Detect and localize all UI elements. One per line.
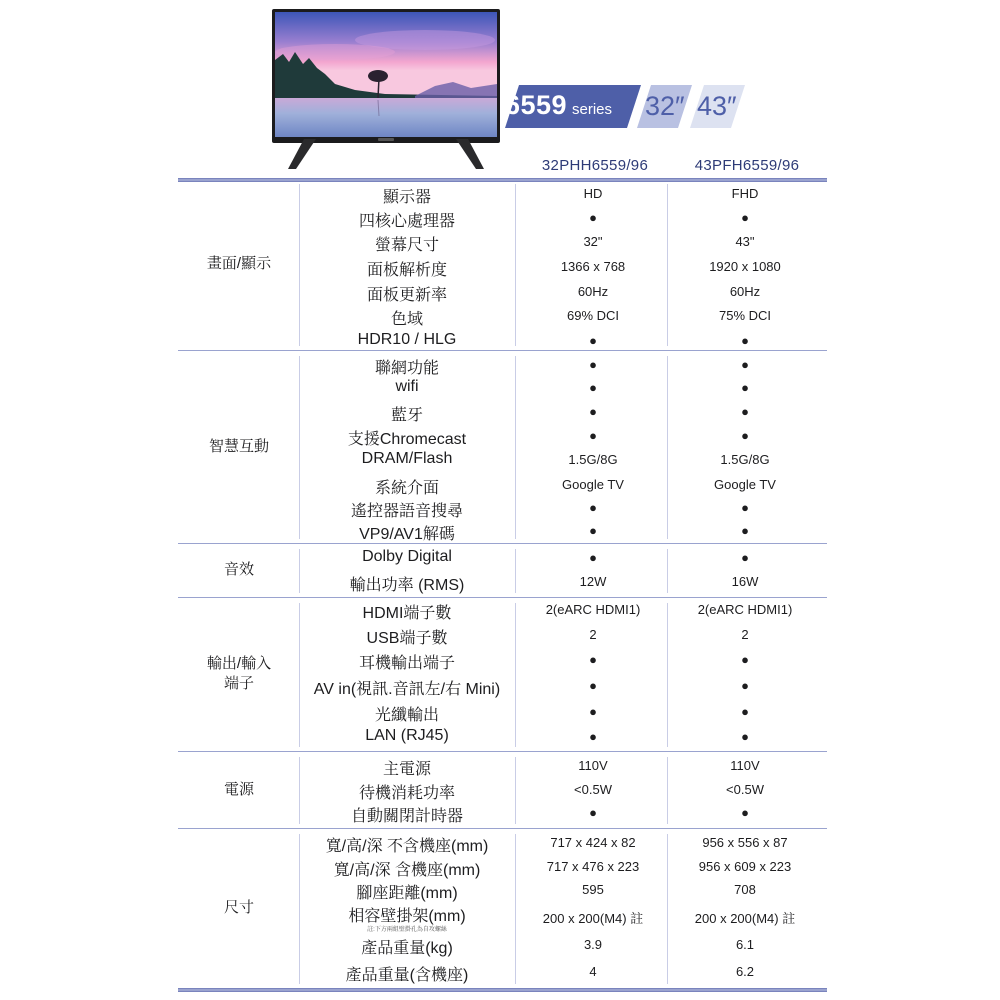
spec-value-32: ● — [589, 428, 597, 443]
spec-value-32: 200 x 200(M4) 註 — [542, 911, 644, 926]
spec-row-label: 面板解析度 — [366, 262, 447, 279]
spec-value-43: 1920 x 1080 — [709, 259, 781, 274]
spec-value-43: ● — [741, 652, 749, 667]
spec-value-43: 956 x 556 x 87 — [702, 835, 788, 850]
spec-value-43: ● — [741, 404, 749, 419]
spec-value-32: 3.9 — [583, 937, 603, 952]
spec-value-32: 60Hz — [577, 284, 609, 299]
spec-value-32: ● — [589, 523, 597, 538]
spec-value-32: ● — [589, 357, 597, 372]
spec-row-label: 自動關閉計時器 — [350, 808, 463, 825]
spec-row-label: 面板更新率 — [366, 287, 447, 304]
spec-row-label: 顯示器 — [382, 189, 431, 206]
spec-value-43: Google TV — [714, 477, 776, 492]
model-header-32: 32PHH6559/96 — [541, 157, 649, 174]
spec-value-43: 6.2 — [735, 964, 755, 979]
spec-value-32: ● — [589, 652, 597, 667]
spec-row-label: wifi — [395, 378, 419, 395]
spec-value-43: ● — [741, 500, 749, 515]
spec-value-32: 32" — [583, 234, 603, 249]
spec-value-32: ● — [589, 729, 597, 744]
spec-row-label: 遙控器語音搜尋 — [350, 503, 463, 520]
spec-value-32: HD — [583, 186, 603, 201]
spec-value-32: 4 — [589, 964, 597, 979]
section-label-line: 智慧互動 — [208, 437, 269, 455]
spec-row-label: 支援Chromecast — [347, 431, 467, 448]
column-divider — [515, 356, 516, 539]
section-label — [180, 898, 298, 918]
spec-value-43: 75% DCI — [718, 308, 772, 323]
section-label — [180, 254, 298, 274]
spec-row-label: Dolby Digital — [362, 548, 452, 565]
spec-value-32: 69% DCI — [566, 308, 620, 323]
spec-value-43: 60Hz — [729, 284, 761, 299]
spec-value-43: 200 x 200(M4) 註 — [694, 911, 796, 926]
spec-row-label: 產品重量(含機座) — [345, 967, 469, 984]
spec-row-label: 產品重量(kg) — [361, 940, 453, 957]
spec-value-43: 43" — [735, 234, 755, 249]
spec-row-label: LAN (RJ45) — [365, 727, 449, 744]
spec-value-32: 2 — [589, 627, 597, 642]
spec-row-label: HDR10 / HLG — [357, 331, 457, 348]
section-label-line: 端子 — [223, 675, 254, 692]
spec-value-43: ● — [741, 380, 749, 395]
section-divider — [178, 597, 827, 598]
spec-row-label: 螢幕尺寸 — [374, 237, 439, 254]
section-label — [180, 780, 298, 800]
section-label-line: 尺寸 — [223, 899, 254, 916]
spec-value-32: ● — [589, 704, 597, 719]
spec-row-label: VP9/AV1解碼 — [359, 526, 455, 543]
spec-row-label: DRAM/Flash — [361, 450, 453, 467]
spec-value-43: 16W — [731, 574, 759, 589]
spec-value-32: ● — [589, 500, 597, 515]
spec-value-32: ● — [589, 210, 597, 225]
spec-value-43: 2 — [741, 627, 749, 642]
series-number: 6559 — [505, 90, 568, 120]
spec-row-label: 四核心處理器 — [358, 213, 455, 230]
column-divider — [667, 603, 668, 747]
spec-row-label: 光纖輸出 — [374, 707, 439, 724]
size-label-43: 43″ — [697, 91, 737, 121]
spec-value-32: 717 x 476 x 223 — [546, 859, 640, 874]
column-divider — [515, 184, 516, 346]
size-label-32: 32″ — [645, 91, 685, 121]
spec-value-43: 708 — [734, 882, 756, 897]
spec-value-32: 110V — [578, 758, 608, 773]
spec-value-43: ● — [741, 428, 749, 443]
spec-value-43: ● — [741, 704, 749, 719]
spec-row-label: 耳機輸出端子 — [358, 655, 455, 672]
spec-row-note: 註:下方兩組壁掛孔為自攻螺絲 — [367, 927, 447, 933]
spec-row-label: HDMI端子數 — [362, 605, 452, 622]
spec-row-label: 寬/高/深 不含機座(mm) — [325, 838, 489, 855]
spec-value-43: ● — [741, 729, 749, 744]
section-label-line: 音效 — [223, 561, 254, 578]
spec-value-43: ● — [741, 550, 749, 565]
column-divider — [515, 834, 516, 984]
spec-row-label: 系統介面 — [374, 480, 439, 497]
spec-value-43: ● — [741, 357, 749, 372]
spec-row-label: 腳座距離(mm) — [356, 885, 458, 902]
spec-value-43: 1.5G/8G — [720, 452, 770, 467]
model-header-43: 43PFH6559/96 — [694, 157, 800, 174]
spec-value-32: Google TV — [562, 477, 624, 492]
spec-row-label: 寬/高/深 含機座(mm) — [333, 862, 481, 879]
spec-value-32: ● — [589, 550, 597, 565]
column-divider — [515, 549, 516, 593]
section-divider — [178, 350, 827, 351]
spec-value-32: 1.5G/8G — [568, 452, 618, 467]
spec-value-32: <0.5W — [574, 782, 612, 797]
spec-value-32: ● — [589, 380, 597, 395]
spec-row-label: 色域 — [390, 311, 423, 328]
spec-value-43: 6.1 — [735, 937, 755, 952]
section-label — [180, 560, 298, 580]
spec-value-43: FHD — [731, 186, 759, 201]
section-divider — [178, 828, 827, 829]
section-divider — [178, 988, 827, 992]
section-label-line: 電源 — [223, 780, 254, 798]
spec-row-label: 主電源 — [382, 761, 431, 778]
section-divider — [178, 178, 827, 182]
spec-value-43: 110V — [730, 758, 760, 773]
spec-row-label: AV in(視訊.音訊左/右 Mini) — [313, 681, 501, 698]
spec-value-32: 12W — [579, 574, 607, 589]
spec-value-43: 956 x 609 x 223 — [698, 859, 792, 874]
spec-value-32: ● — [589, 404, 597, 419]
spec-row-label: 輸出功率 (RMS) — [349, 577, 465, 594]
spec-value-43: ● — [741, 523, 749, 538]
spec-value-32: 595 — [582, 882, 604, 897]
spec-value-32: ● — [589, 678, 597, 693]
spec-value-43: ● — [741, 333, 749, 348]
spec-row-label: 聯網功能 — [374, 360, 439, 377]
section-divider — [178, 751, 827, 752]
section-label — [180, 654, 298, 694]
spec-value-43: ● — [741, 210, 749, 225]
spec-value-43: ● — [741, 805, 749, 820]
spec-row-label: 藍牙 — [390, 407, 423, 424]
series-word: series — [572, 101, 613, 118]
spec-value-32: ● — [589, 333, 597, 348]
column-divider — [515, 757, 516, 824]
spec-value-43: <0.5W — [726, 782, 764, 797]
spec-row-label: 相容壁掛架(mm) — [348, 908, 466, 925]
spec-value-32: 2(eARC HDMI1) — [545, 602, 641, 617]
spec-value-32: 717 x 424 x 82 — [550, 835, 636, 850]
spec-value-32: 1366 x 768 — [560, 259, 626, 274]
spec-value-43: ● — [741, 678, 749, 693]
spec-row-label: 待機消耗功率 — [358, 785, 455, 802]
section-label-line: 畫面/顯示 — [206, 255, 272, 272]
section-label-line: 輸出/輸入 — [206, 655, 272, 672]
spec-value-32: ● — [589, 805, 597, 820]
section-label — [180, 437, 298, 457]
column-divider — [515, 603, 516, 747]
spec-value-43: 2(eARC HDMI1) — [697, 602, 793, 617]
spec-row-label: USB端子數 — [366, 630, 448, 647]
